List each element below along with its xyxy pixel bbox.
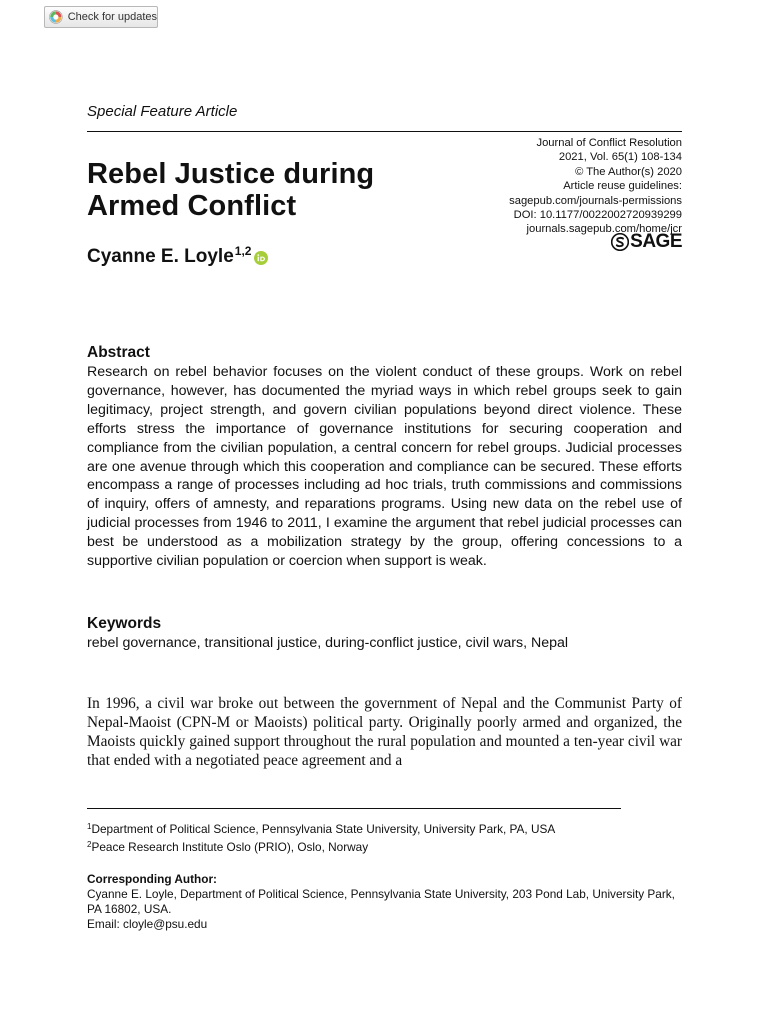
footnote-2-text: Peace Research Institute Oslo (PRIO), Oslo, Norway [91,840,369,854]
orcid-icon[interactable] [254,251,268,265]
footnote-2 [87,837,682,855]
journal-home-link[interactable]: journals.sagepub.com/home/jcr [526,223,682,236]
crossmark-icon [49,9,63,25]
journal-name: Journal of Conflict Resolution [536,137,682,149]
article-title-line-1: Rebel Justice during [87,158,375,190]
journal-info [509,136,682,237]
author-name: Cyanne E. Loyle [87,246,234,267]
sage-s-icon [611,233,629,251]
corresponding-author [87,872,682,932]
keywords-heading: Keywords [87,615,162,632]
author-line [87,246,268,268]
corresponding-author-address: Cyanne E. Loyle, Department of Political Science, Pennsylvania State University, 203 Pond Lab, University Park, PA 16802, USA. [87,887,675,916]
footnote-1-text: Department of Political Science, Pennsylvania State University, University Park, PA, USA [91,822,556,836]
footnote-2-mark: 2 [87,840,92,849]
footnotes [87,819,682,932]
reuse-guidelines-label: Article reuse guidelines: [563,180,682,193]
article-title [87,158,374,222]
body-paragraph: In 1996, a civil war broke out between the government of Nepal and the Communist Party of Nepal-Maoist (CPN-M or Maoists) political party. Originally poorly armed and organized, the Maoists quickly gained support throughout the rural population and mounted a ten-year civil war that ended with a negotiated peace agreement and a [87,695,682,770]
corresponding-author-email[interactable]: Email: cloyle@psu.edu [87,917,208,931]
footnote-1 [87,819,682,837]
article-type-label: Special Feature Article [87,103,238,120]
header-divider [87,131,682,132]
abstract-heading: Abstract [87,344,150,361]
keywords-text: rebel governance, transitional justice, during-conflict justice, civil wars, Nepal [87,635,569,651]
check-for-updates-label: Check for updates [67,11,157,23]
footnote-1-mark: 1 [87,822,92,831]
journal-volume: 2021, Vol. 65(1) 108-134 [558,151,682,164]
sage-logo [611,232,682,252]
check-for-updates-button[interactable] [44,6,158,28]
author-affiliation-marks: 1,2 [234,244,252,258]
doi-link[interactable]: DOI: 10.1177/0022002720939299 [513,209,682,222]
article-title-line-2: Armed Conflict [87,190,297,222]
sage-logo-text: SAGE [630,231,682,252]
permissions-link[interactable]: sagepub.com/journals-permissions [509,194,682,207]
copyright-line: © The Author(s) 2020 [575,165,682,178]
abstract-text: Research on rebel behavior focuses on the violent conduct of these groups. Work on rebel governance, however, has documented the myriad ways in which rebel groups seek to gain legitimacy, project strength, and govern civilian populations beyond direct violence. These efforts stress the importance of governance institutions for securing cooperation and compliance from the civilian population, a central concern for rebel groups. Judicial processes are one avenue through which this cooperation and compliance can be secured. These efforts encompass a range of processes including ad hoc trials, truth commissions and commissions of inquiry, offers of amnesty, and reparations programs. Using new data on the rebel use of judicial processes from 1946 to 2011, I examine the argument that rebel judicial processes can best be understood as a mobilization strategy by the group, offering concessions to a supportive civilian population or coercion when support is weak. [87,364,682,570]
corresponding-author-label: Corresponding Author: [87,872,217,886]
footnote-divider [87,808,621,809]
